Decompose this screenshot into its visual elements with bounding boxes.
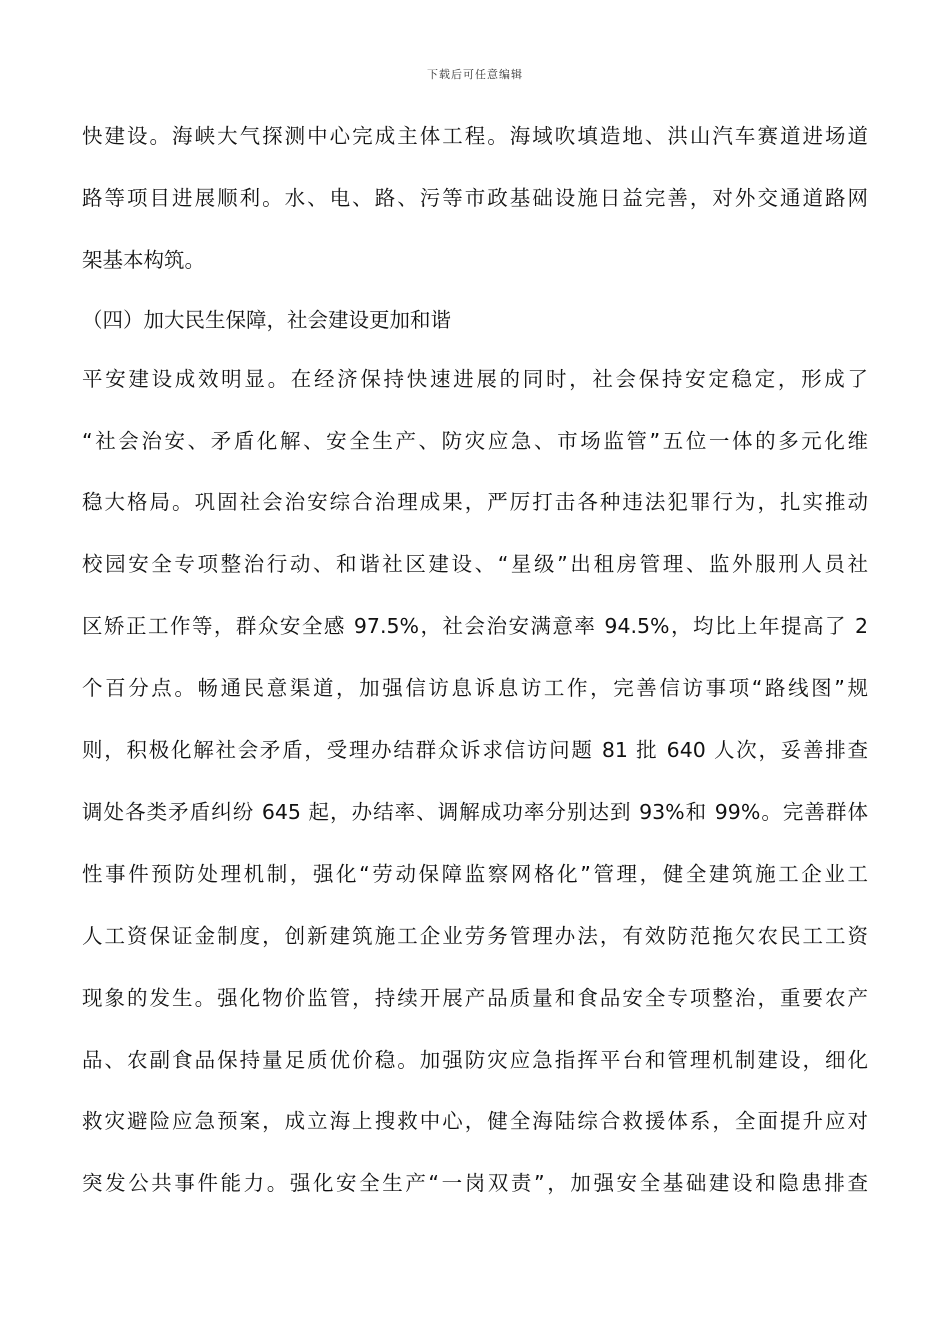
text-line: 则，积极化解社会矛盾，受理办结群众诉求信访问题 81 批 640 人次，妥善排查 — [82, 738, 868, 762]
text-line: 突发公共事件能力。强化安全生产“一岗双责”，加强安全基础建设和隐患排查 — [82, 1171, 868, 1195]
text-line: 现象的发生。强化物价监管，持续开展产品质量和食品安全专项整治，重要农产 — [82, 986, 868, 1010]
text-line: 架基本构筑。 — [82, 248, 205, 272]
text-line: 调处各类矛盾纠纷 645 起，办结率、调解成功率分别达到 93%和 99%。完善群体 — [82, 800, 868, 824]
text-line: 品、农副食品保持量足质优价稳。加强防灾应急指挥平台和管理机制建设，细化 — [82, 1048, 868, 1072]
text-line: 平安建设成效明显。在经济保持快速进展的同时，社会保持安定稳定，形成了 — [82, 367, 868, 391]
text-line: 个百分点。畅通民意渠道，加强信访息诉息访工作，完善信访事项“路线图”规 — [82, 676, 868, 700]
text-line: 路等项目进展顺利。水、电、路、污等市政基础设施日益完善，对外交通道路网 — [82, 186, 868, 210]
text-line: 性事件预防处理机制，强化“劳动保障监察网格化”管理，健全建筑施工企业工 — [82, 862, 868, 886]
text-line: 区矫正工作等，群众安全感 97.5%，社会治安满意率 94.5%，均比上年提高了 2 — [82, 614, 868, 638]
text-line: 快建设。海峡大气探测中心完成主体工程。海域吹填造地、洪山汽车赛道进场道 — [82, 124, 868, 148]
section-heading: （四）加大民生保障，社会建设更加和谐 — [82, 308, 451, 332]
text-line: 稳大格局。巩固社会治安综合治理成果，严厉打击各种违法犯罪行为，扎实推动 — [82, 490, 868, 514]
text-line: 人工资保证金制度，创新建筑施工企业劳务管理办法，有效防范拖欠农民工工资 — [82, 924, 868, 948]
text-line: 校园安全专项整治行动、和谐社区建设、“星级”出租房管理、监外服刑人员社 — [82, 552, 868, 576]
page-header: 下载后可任意编辑 — [427, 68, 523, 81]
text-line: 救灾避险应急预案，成立海上搜救中心，健全海陆综合救援体系，全面提升应对 — [82, 1109, 868, 1133]
text-line: “社会治安、矛盾化解、安全生产、防灾应急、市场监管”五位一体的多元化维 — [82, 429, 868, 453]
